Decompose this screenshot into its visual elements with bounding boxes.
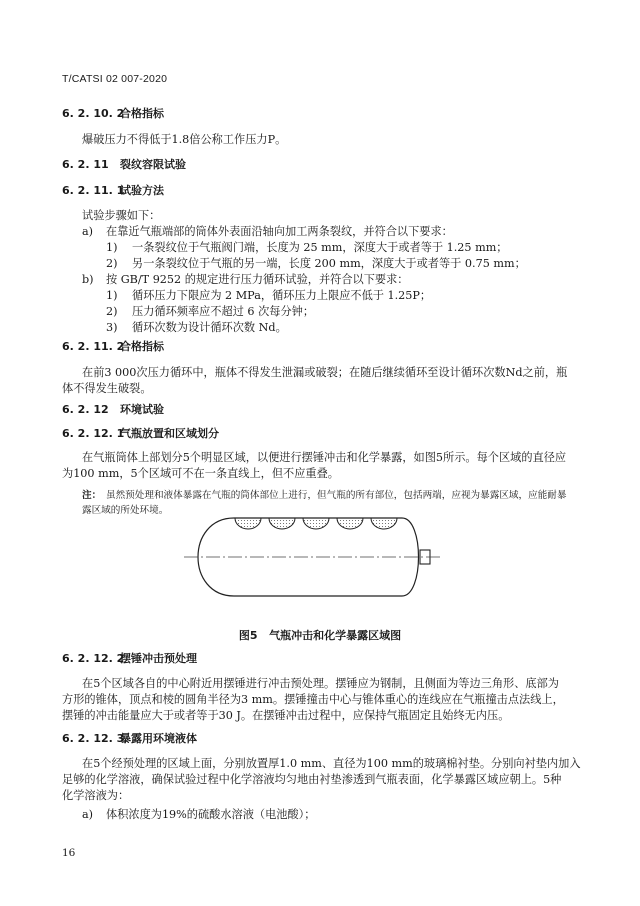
- figure-caption: 图5 气瓶冲击和化学暴露区域图: [238, 629, 402, 642]
- section-number: 6. 2. 11. 2: [62, 340, 125, 353]
- list-text: 另一条裂纹位于气瓶的另一端，长度 200 mm，深度大于或者等于 0.75 mm；: [132, 257, 526, 270]
- paragraph-line: 在前3 000次压力循环中，瓶体不得发生泄漏或破裂；在随后继续循环至设计循环次数Nd之前，瓶: [82, 366, 568, 379]
- section-title: 摆锤冲击预处理: [120, 652, 197, 665]
- exposure-zone-5: [371, 518, 397, 529]
- paragraph-line: 为100 mm，5个区域可不在一条直线上，但不应重叠。: [62, 467, 339, 480]
- section-title: 气瓶放置和区域划分: [120, 427, 219, 440]
- exposure-zone-2: [269, 518, 295, 529]
- paragraph-line: 摆锤的冲击能量应大于或者等于30 J。在摆锤冲击过程中，应保持气瓶固定且始终无内压。: [62, 709, 510, 722]
- paragraph-line: 体不得发生破裂。: [62, 382, 152, 395]
- list-item: [106, 319, 287, 335]
- section-heading-6-2-11-1: [62, 182, 164, 198]
- section-heading-6-2-12-1: [62, 425, 219, 441]
- list-label: 2): [106, 305, 118, 318]
- list-label: a): [82, 225, 94, 238]
- section-number: 6. 2. 12. 2: [62, 652, 125, 665]
- paragraph-line: 在5个区域各自的中心附近用摆锤进行冲击预处理。摆锤应为钢制，且侧面为等边三角形、底部为: [82, 677, 559, 690]
- paragraph-line: 在5个经预处理的区域上面，分别放置厚1.0 mm、直径为100 mm的玻璃棉衬垫。分别向衬垫内加入: [82, 757, 581, 770]
- paragraph-line: 方形的锥体，顶点和棱的圆角半径为3 mm。摆锤撞击中心与锥体重心的连线应在气瓶撞击点法线上，: [62, 693, 564, 706]
- list-label: 2): [106, 257, 118, 270]
- list-item: [82, 271, 408, 287]
- section-title: 暴露用环境液体: [120, 732, 197, 745]
- list-item: [106, 287, 431, 303]
- list-label: a): [82, 808, 94, 821]
- paragraph: 试验步骤如下：: [82, 209, 161, 222]
- cylinder-diagram: [180, 510, 450, 610]
- paragraph-line: 化学溶液为：: [62, 789, 130, 802]
- section-number: 6. 2. 11: [62, 158, 109, 171]
- note: [82, 487, 567, 501]
- list-text: 循环次数为设计循环次数 Nd。: [132, 321, 287, 334]
- section-title: 裂纹容限试验: [120, 158, 186, 171]
- note-text: 虽然预处理和液体暴露在气瓶的筒体部位上进行，但气瓶的所有部位，包括两端，应视为暴露区域，应能耐暴: [106, 490, 567, 501]
- list-label: 1): [106, 289, 118, 302]
- paragraph-line: 足够的化学溶液，确保试验过程中化学溶液均匀地由衬垫渗透到气瓶表面，化学暴露区域应朝上。5种: [62, 773, 562, 786]
- list-item: [82, 806, 315, 822]
- paragraph: 爆破压力不得低于1.8倍公称工作压力P。: [82, 133, 287, 146]
- section-heading-6-2-10-2: [62, 105, 164, 121]
- note-label: 注：: [82, 490, 102, 501]
- section-number: 6. 2. 12: [62, 403, 109, 416]
- list-text: 一条裂纹位于气瓶阀门端，长度为 25 mm，深度大于或者等于 1.25 mm；: [132, 241, 508, 254]
- section-number: 6. 2. 12. 1: [62, 427, 125, 440]
- note-continuation: 露区域的所处环境。: [82, 505, 169, 516]
- paragraph-line: 在气瓶筒体上部划分5个明显区域，以便进行摆锤冲击和化学暴露，如图5所示。每个区域的直径应: [82, 451, 567, 464]
- list-item: [106, 255, 526, 271]
- list-text: 循环压力下限应为 2 MPa，循环压力上限应不低于 1.25P；: [132, 289, 432, 302]
- section-heading-6-2-12-3: [62, 730, 197, 746]
- page-number: 16: [62, 847, 76, 859]
- section-number: 6. 2. 10. 2: [62, 107, 125, 120]
- list-label: 1): [106, 241, 118, 254]
- list-text: 按 GB/T 9252 的规定进行压力循环试验，并符合以下要求：: [106, 273, 409, 286]
- list-text: 压力循环频率应不超过 6 次每分钟；: [132, 305, 315, 318]
- section-number: 6. 2. 11. 1: [62, 184, 125, 197]
- list-label: 3): [106, 321, 118, 334]
- list-item: [82, 223, 453, 239]
- list-item: [106, 303, 314, 319]
- section-title: 试验方法: [120, 184, 164, 197]
- exposure-zone-4: [337, 518, 363, 529]
- section-heading-6-2-11-2: [62, 338, 164, 354]
- section-title: 合格指标: [120, 340, 164, 353]
- section-heading-6-2-11: [62, 156, 186, 172]
- list-label: b): [82, 273, 94, 286]
- section-heading-6-2-12-2: [62, 650, 197, 666]
- list-item: [106, 239, 508, 255]
- section-title: 环境试验: [120, 403, 164, 416]
- exposure-zone-3: [303, 518, 329, 529]
- list-text: 体积浓度为19%的硫酸水溶液（电池酸）；: [106, 808, 316, 821]
- exposure-zone-1: [235, 518, 261, 529]
- section-number: 6. 2. 12. 3: [62, 732, 125, 745]
- section-heading-6-2-12: [62, 401, 164, 417]
- document-id: T/CATSI 02 007-2020: [62, 73, 168, 85]
- section-title: 合格指标: [120, 107, 164, 120]
- list-text: 在靠近气瓶端部的筒体外表面沿轴向加工两条裂纹，并符合以下要求：: [106, 225, 453, 238]
